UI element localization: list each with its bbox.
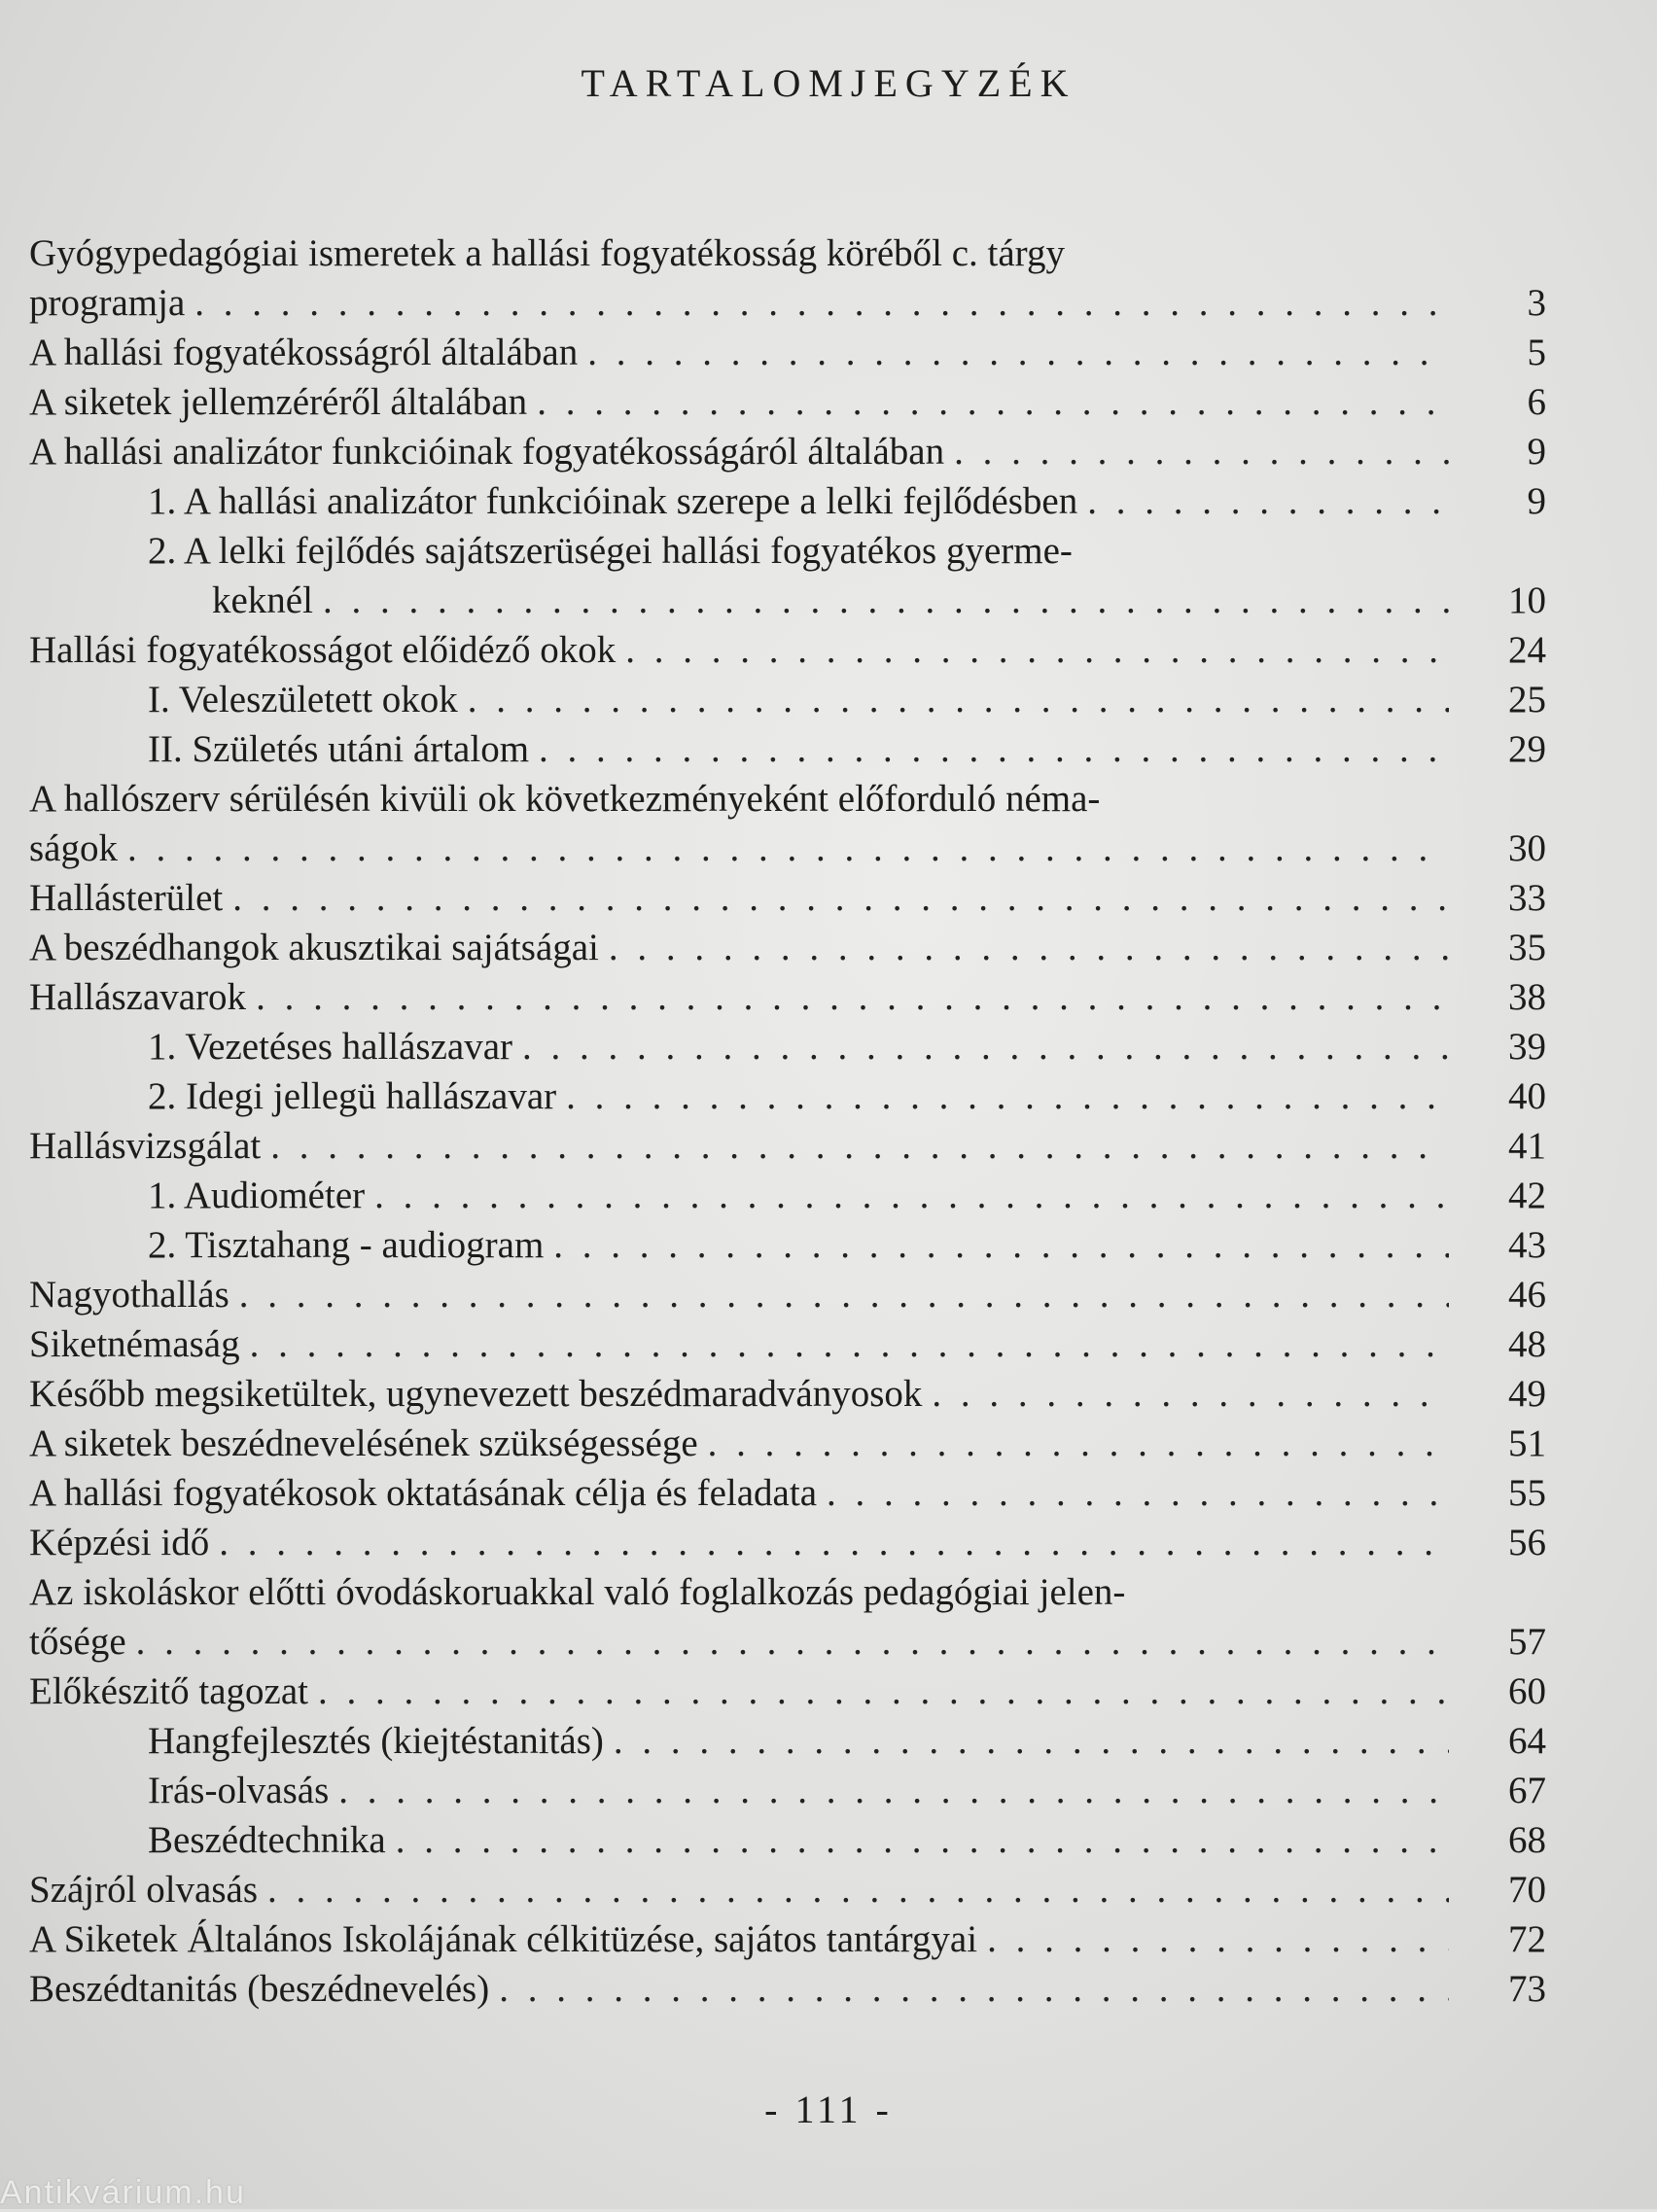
toc-page-number: 39: [1508, 1026, 1546, 1068]
dot-leader: [246, 972, 1449, 1022]
toc-entry-title: tősége: [29, 1621, 126, 1663]
toc-entry-title: 2. Idegi jellegü hallászavar: [148, 1075, 557, 1117]
toc-entry-title: Irás-olvasás: [148, 1770, 330, 1811]
watermark-text: Antikvárium.hu: [0, 2174, 246, 2211]
toc-entry-title: Hallászavarok: [29, 976, 247, 1018]
dot-leader: [240, 1319, 1449, 1369]
dot-leader: [527, 377, 1449, 427]
toc-entry-title: I. Veleszületett okok: [148, 679, 458, 720]
toc-entry-line: [29, 427, 1546, 476]
dot-leader: [1077, 476, 1449, 526]
toc-page-number: 70: [1508, 1869, 1546, 1911]
toc-entry: [29, 1716, 1546, 1766]
toc-entry-title: Hallásterület: [29, 877, 224, 919]
toc-entry: [29, 1964, 1546, 2014]
toc-entry-line: [29, 1667, 1546, 1716]
toc-entry-line: [29, 1766, 1546, 1815]
toc-entry-line: [29, 1964, 1546, 2014]
toc-entry-line: [29, 675, 1546, 724]
dot-leader: [209, 1518, 1449, 1567]
toc-entry: [29, 1914, 1546, 1964]
toc-page-number: 49: [1508, 1373, 1546, 1415]
toc-entry: [29, 1121, 1546, 1171]
dot-leader: [544, 1220, 1449, 1270]
toc-entry-title: 2. A lelki fejlődés sajátszerüségei hallási fogyatékos gyerme-: [148, 530, 1073, 572]
toc-entry-title: Beszédtanitás (beszédnevelés): [29, 1968, 490, 2010]
toc-page-number: 38: [1508, 976, 1546, 1018]
toc-page-number: 24: [1508, 629, 1546, 671]
toc-entry-title: A hallási fogyatékosságról általában: [29, 332, 579, 373]
toc-page-number: 40: [1508, 1075, 1546, 1117]
toc-entry-line: [29, 1171, 1546, 1220]
toc-page-number: 60: [1508, 1670, 1546, 1712]
dot-leader: [922, 1369, 1449, 1419]
toc-entry-title: Siketnémaság: [29, 1323, 240, 1365]
toc-entry: [29, 476, 1546, 526]
toc-entry: [29, 1468, 1546, 1518]
dot-leader: [126, 1617, 1449, 1667]
toc-page-number: 73: [1508, 1968, 1546, 2010]
toc-entry-title: 1. Vezetéses hallászavar: [148, 1026, 513, 1068]
dot-leader: [489, 1964, 1449, 2014]
toc-page-number: 30: [1508, 827, 1546, 869]
toc-entry-title: A siketek beszédnevelésének szükségessége: [29, 1422, 698, 1464]
dot-leader: [458, 675, 1449, 724]
dot-leader: [512, 1022, 1449, 1071]
toc-page-number: 5: [1527, 332, 1546, 373]
toc-entry-line: [29, 923, 1546, 972]
toc-entry: [29, 774, 1546, 873]
toc-entry: [29, 873, 1546, 923]
toc-entry-title: 1. A hallási analizátor funkcióinak szerepe a lelki fejlődésben: [148, 480, 1078, 522]
toc-entry: [29, 923, 1546, 972]
toc-entry: [29, 1171, 1546, 1220]
dot-leader: [329, 1766, 1449, 1815]
toc-entry-line: [29, 1319, 1546, 1369]
toc-entry: [29, 526, 1546, 625]
toc-entry-line: [29, 972, 1546, 1022]
toc-entry: [29, 972, 1546, 1022]
toc-page-number: 67: [1508, 1770, 1546, 1811]
toc-entry-line: [29, 1914, 1546, 1964]
toc-entry-line: [29, 1419, 1546, 1468]
dot-leader: [118, 824, 1449, 873]
toc-entry-line: [29, 328, 1546, 377]
toc-entry: [29, 1667, 1546, 1716]
toc-page-number: 29: [1508, 728, 1546, 770]
toc-entry-title: A hallószerv sérülésén kivüli ok következményeként előforduló néma-: [29, 778, 1101, 820]
toc-entry: [29, 1766, 1546, 1815]
toc-entry: [29, 1419, 1546, 1468]
toc-entry-title: programja: [29, 282, 186, 324]
toc-entry-title: A hallási analizátor funkcióinak fogyatékosságáról általában: [29, 431, 945, 473]
toc-entry-title: Hangfejlesztés (kiejtéstanitás): [148, 1720, 604, 1762]
page-title: TARTALOMJEGYZÉK: [581, 61, 1076, 105]
dot-leader: [308, 1667, 1449, 1716]
dot-leader: [616, 625, 1449, 675]
toc-page-number: 6: [1527, 381, 1546, 423]
toc-entry-title: ságok: [29, 827, 118, 869]
dot-leader: [977, 1914, 1449, 1964]
toc-entry-title: Hallási fogyatékosságot előidéző okok: [29, 629, 617, 671]
dot-leader: [556, 1071, 1449, 1121]
toc-page-number: 3: [1527, 282, 1546, 324]
page-number: - 111 -: [764, 2088, 893, 2131]
toc-entry-line: [29, 1468, 1546, 1518]
toc-entry-line: [29, 724, 1546, 774]
toc-entry-line: [29, 1270, 1546, 1319]
dot-leader: [529, 724, 1449, 774]
toc-entry-line: [29, 476, 1546, 526]
toc-entry: [29, 1071, 1546, 1121]
toc-page-number: 57: [1508, 1621, 1546, 1663]
toc-page-number: 56: [1508, 1522, 1546, 1563]
toc-entry-line: [29, 1220, 1546, 1270]
toc-entry: [29, 328, 1546, 377]
toc-page-number: 9: [1527, 431, 1546, 473]
toc-page-number: 72: [1508, 1918, 1546, 1960]
toc-entry-title: Később megsiketültek, ugynevezett beszédmaradványosok: [29, 1373, 923, 1415]
toc-page-number: 64: [1508, 1720, 1546, 1762]
dot-leader: [817, 1468, 1449, 1518]
dot-leader: [223, 873, 1449, 923]
toc-entry-title: Nagyothallás: [29, 1274, 229, 1316]
toc-entry-title: 2. Tisztahang - audiogram: [148, 1224, 545, 1266]
toc-entry: [29, 377, 1546, 427]
toc-page-number: 55: [1508, 1472, 1546, 1514]
toc-page-number: 42: [1508, 1175, 1546, 1216]
dot-leader: [258, 1865, 1449, 1914]
toc-entry-title: Beszédtechnika: [148, 1819, 386, 1861]
toc-page-number: 25: [1508, 679, 1546, 720]
dot-leader: [599, 923, 1449, 972]
toc-entry-title: Szájról olvasás: [29, 1869, 259, 1911]
toc-entry-line: [29, 1815, 1546, 1865]
toc-entry-title: Gyógypedagógiai ismeretek a hallási fogyatékosság köréből c. tárgy: [29, 232, 1065, 274]
toc-page-number: 46: [1508, 1274, 1546, 1316]
toc-entry-title: Az iskoláskor előtti óvodáskoruakkal való foglalkozás pedagógiai jelen-: [29, 1571, 1126, 1613]
toc-entry: [29, 228, 1546, 328]
toc-entry: [29, 1815, 1546, 1865]
dot-leader: [261, 1121, 1449, 1171]
toc-page-number: 48: [1508, 1323, 1546, 1365]
toc-entry-title: A hallási fogyatékosok oktatásának célja és feladata: [29, 1472, 818, 1514]
toc-page-number: 68: [1508, 1819, 1546, 1861]
toc-entry-line: [29, 1022, 1546, 1071]
toc-entry: [29, 724, 1546, 774]
toc-entry: [29, 1270, 1546, 1319]
toc-entry-line: [29, 1716, 1546, 1766]
dot-leader: [944, 427, 1449, 476]
toc-page-number: 9: [1527, 480, 1546, 522]
toc-entry-title: Képzési idő: [29, 1522, 210, 1563]
toc-entry-line: [29, 1865, 1546, 1914]
dot-leader: [229, 1270, 1449, 1319]
toc-entry: [29, 427, 1546, 476]
toc-entry-title: A beszédhangok akusztikai sajátságai: [29, 927, 599, 968]
toc-entry-line: [29, 1369, 1546, 1419]
toc-page-number: 43: [1508, 1224, 1546, 1266]
dot-leader: [365, 1171, 1449, 1220]
dot-leader: [604, 1716, 1449, 1766]
toc-entry-title: A Siketek Általános Iskolájának célkitüzése, sajátos tantárgyai: [29, 1918, 978, 1960]
dot-leader: [386, 1815, 1449, 1865]
toc-entry-line: [29, 278, 1546, 328]
toc-page-number: 33: [1508, 877, 1546, 919]
toc-entry: [29, 1369, 1546, 1419]
toc-page-number: 41: [1508, 1125, 1546, 1167]
toc-entry-title: A siketek jellemzéréről általában: [29, 381, 528, 423]
toc-entry: [29, 1865, 1546, 1914]
toc-entry: [29, 675, 1546, 724]
toc-entry: [29, 1220, 1546, 1270]
toc-entry: [29, 1022, 1546, 1071]
toc-entry-line: [29, 1518, 1546, 1567]
dot-leader: [698, 1419, 1449, 1468]
toc-entry-line: [29, 576, 1546, 625]
toc-entry-title: II. Születés utáni ártalom: [148, 728, 530, 770]
toc-entry: [29, 625, 1546, 675]
toc-entry-title: 1. Audiométer: [148, 1175, 366, 1216]
dot-leader: [313, 576, 1449, 625]
toc-entry-line: [29, 1617, 1546, 1667]
toc-page-number: 10: [1508, 579, 1546, 621]
toc-entry-line: [29, 377, 1546, 427]
toc-entry-title: Előkészitő tagozat: [29, 1670, 308, 1712]
toc-entry: [29, 1518, 1546, 1567]
dot-leader: [578, 328, 1449, 377]
toc-entry-line: [29, 625, 1546, 675]
toc-page-number: 51: [1508, 1422, 1546, 1464]
toc-entry-line: [29, 1121, 1546, 1171]
toc-entry-line: [29, 873, 1546, 923]
toc-entry-title: Hallásvizsgálat: [29, 1125, 262, 1167]
toc-entry-title: keknél: [212, 579, 313, 621]
toc-entry-line: [29, 824, 1546, 873]
dot-leader: [185, 278, 1449, 328]
toc-entry-line: [29, 1071, 1546, 1121]
table-of-contents: [29, 228, 1546, 2014]
toc-entry: [29, 1319, 1546, 1369]
toc-entry: [29, 1567, 1546, 1667]
toc-page-number: 35: [1508, 927, 1546, 968]
